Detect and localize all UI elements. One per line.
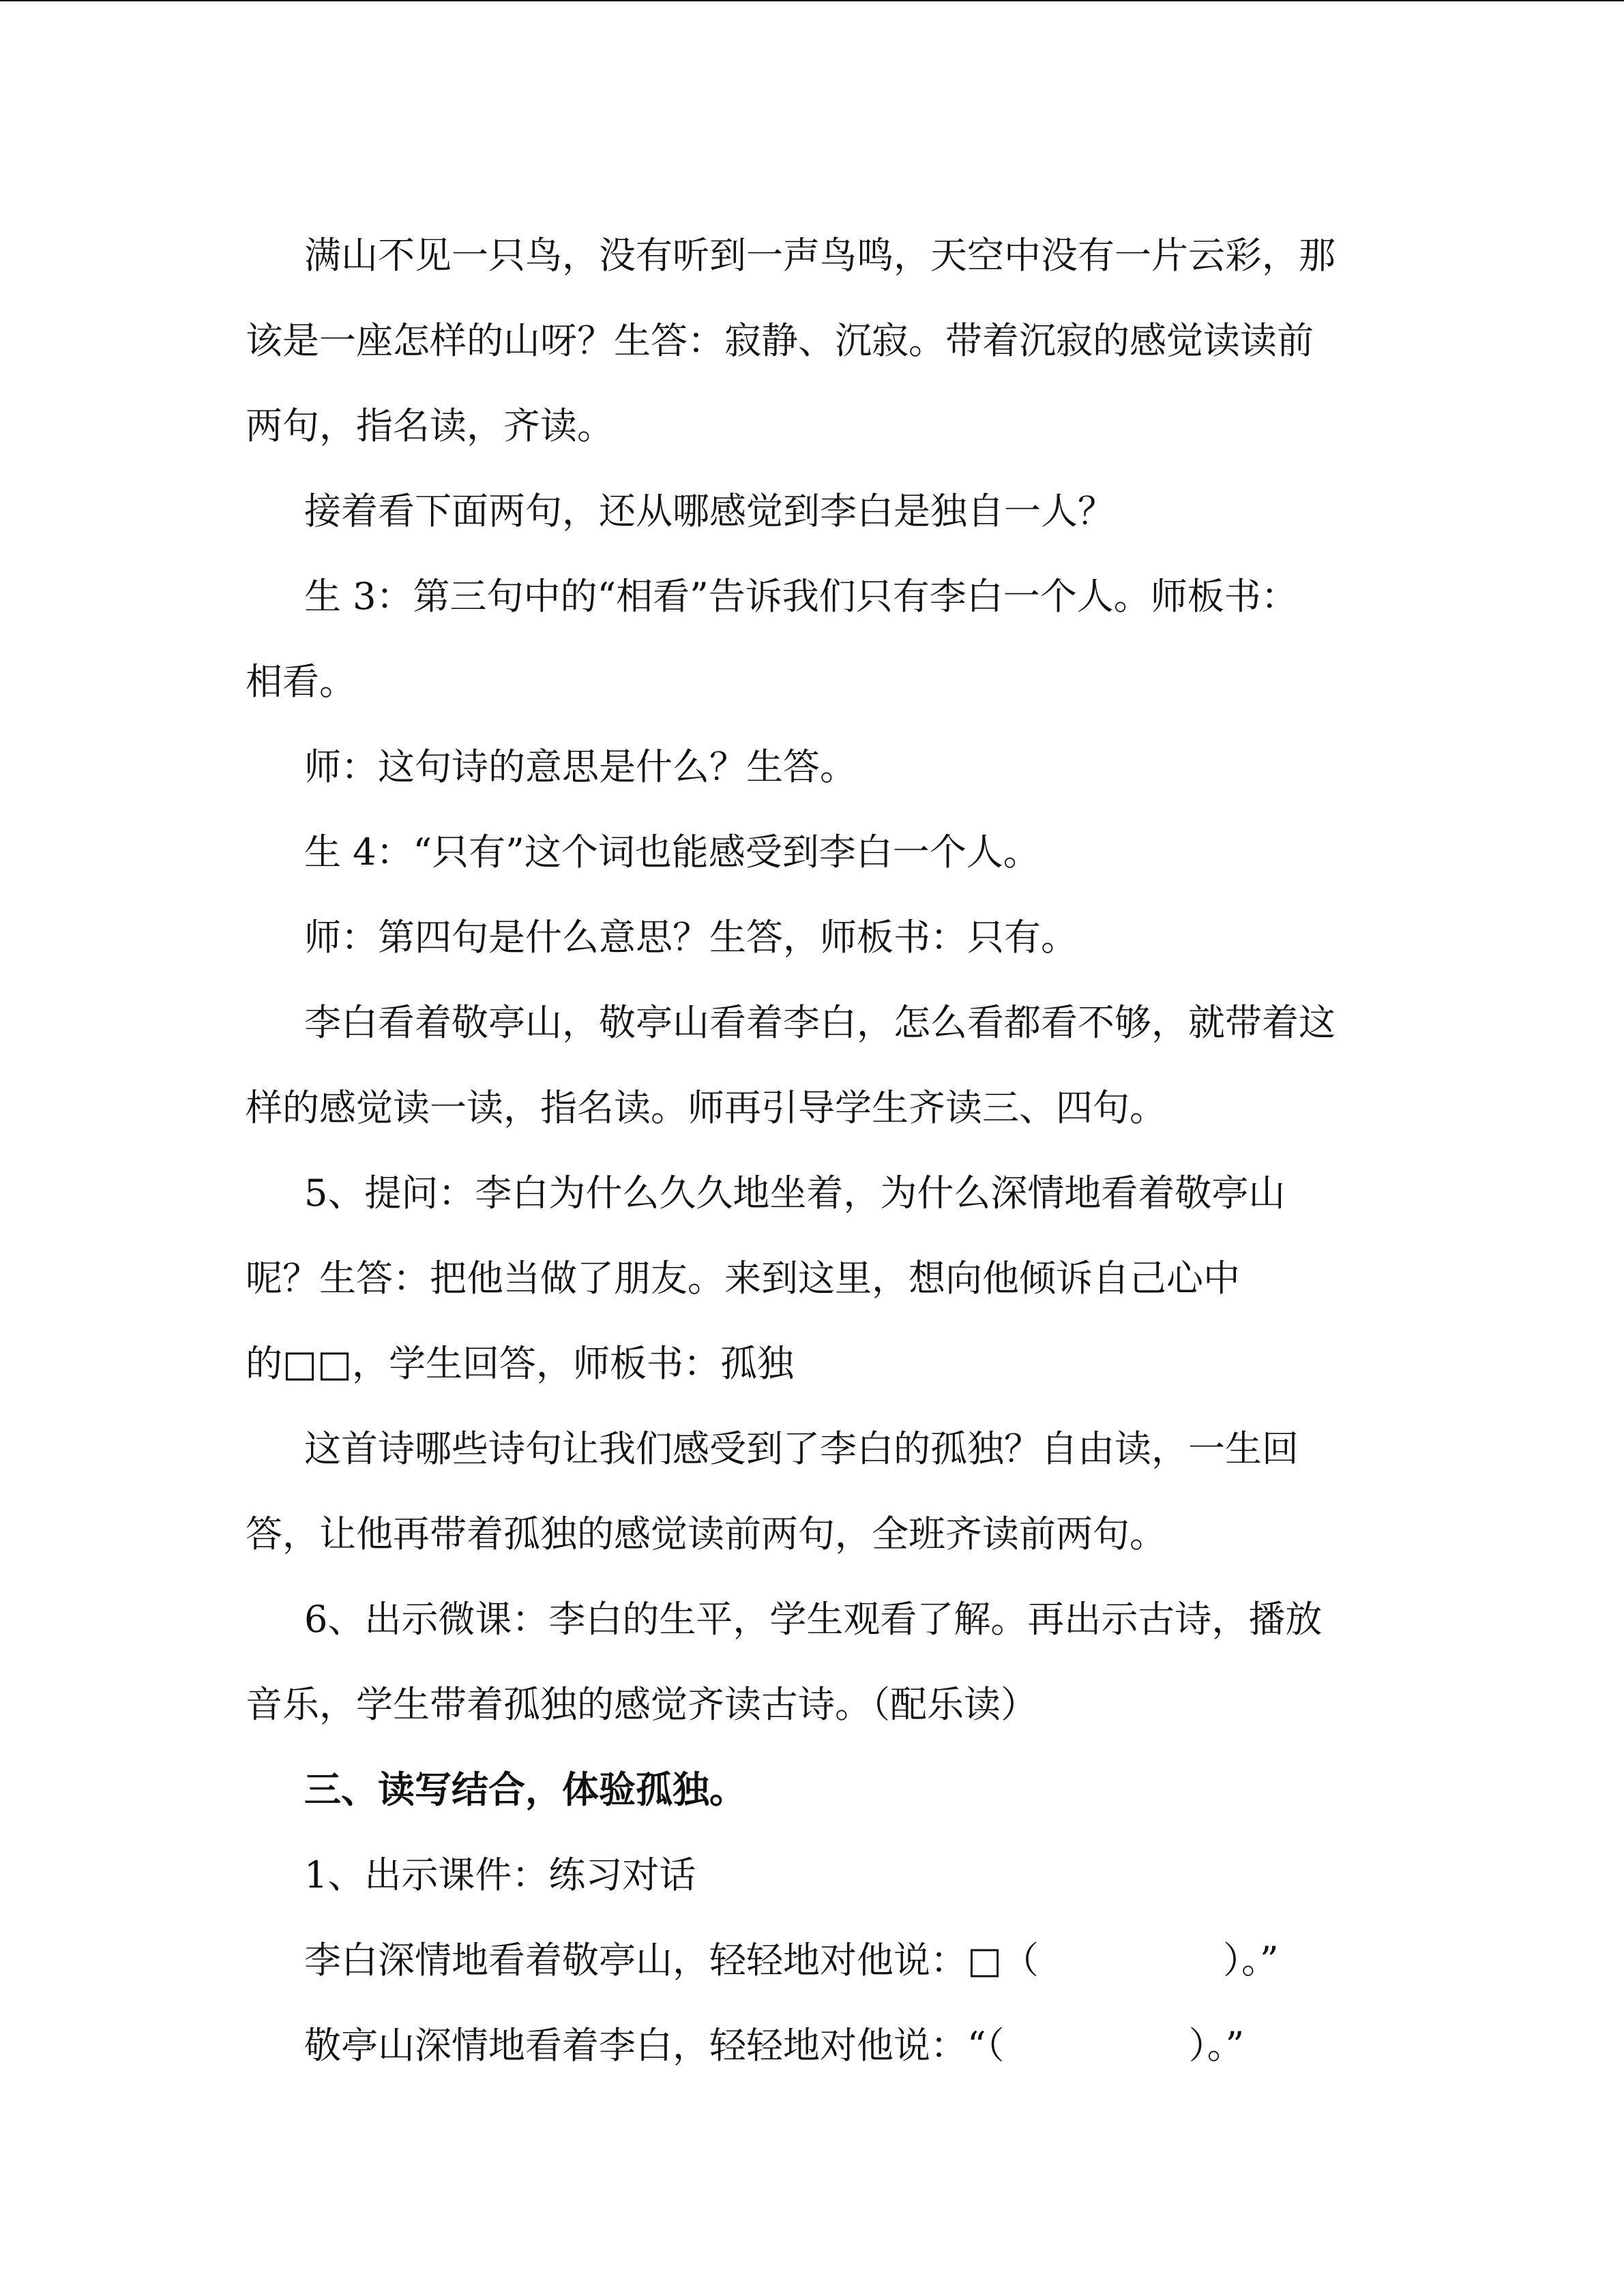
text-line: 1、出示课件：练习对话: [304, 1853, 696, 1896]
text-line: 的□□，学生回答，师板书：孤独: [246, 1342, 795, 1385]
text-line: 6、出示微课：李白的生平，学生观看了解。再出示古诗，播放: [304, 1598, 1323, 1641]
paragraph-step-1-courseware: [246, 1832, 1378, 1918]
text-line: 李白看着敬亭山，敬亭山看着李白，怎么看都看不够，就带着这: [304, 1001, 1335, 1044]
text-line: 样的感觉读一读，指名读。师再引导学生齐读三、四句。: [246, 1086, 1166, 1129]
text-line: 满山不见一只鸟，没有听到一声鸟鸣，天空中没有一片云彩，那: [304, 234, 1335, 277]
text-line: 音乐，学生带着孤独的感觉齐读古诗。（配乐读）: [246, 1683, 1037, 1726]
text-line: 三、读写结合，体验孤独。: [304, 1768, 746, 1811]
text-line: 5、提问：李白为什么久久地坐着，为什么深情地看着敬亭山: [304, 1172, 1286, 1214]
paragraph-student-4: [246, 809, 1378, 895]
paragraph-next-two-lines: [246, 468, 1378, 554]
paragraph-step-6: [246, 1577, 1378, 1747]
paragraph-teacher-question-1: [246, 724, 1378, 809]
text-line: 相看。: [246, 660, 356, 703]
text-line: 师：这句诗的意思是什么？生答。: [304, 745, 857, 788]
text-line: 敬亭山深情地看着李白，轻轻地对他说：“（ ）。”: [304, 2024, 1245, 2067]
text-line: 呢？生答：把他当做了朋友。来到这里，想向他倾诉自己心中: [246, 1257, 1240, 1300]
text-line: 生 3：第三句中的“相看”告诉我们只有李白一个人。师板书：: [304, 575, 1298, 618]
text-line: 师：第四句是什么意思？生答，师板书：只有。: [304, 916, 1078, 959]
paragraph-dialogue-jingting: [246, 2003, 1378, 2088]
text-line: 李白深情地看着敬亭山，轻轻地对他说：□（ ）。”: [304, 1939, 1279, 1982]
paragraph-dialogue-libai: [246, 1918, 1378, 2003]
paragraph-mutual-gaze: [246, 980, 1378, 1150]
text-line: 生 4：“只有”这个词也能感受到李白一个人。: [304, 831, 1040, 874]
text-line: 两句，指名读，齐读。: [246, 404, 614, 447]
document-body: [246, 213, 1378, 2088]
paragraph-step-5: [246, 1150, 1378, 1406]
paragraph-teacher-question-2: [246, 895, 1378, 980]
text-line: 这首诗哪些诗句让我们感受到了李白的孤独？自由读，一生回: [304, 1427, 1299, 1470]
text-line: 答，让他再带着孤独的感觉读前两句，全班齐读前两句。: [246, 1512, 1166, 1555]
paragraph-student-3: [246, 554, 1378, 724]
paragraph-silent-mountain: [246, 213, 1378, 468]
text-line: 接着看下面两句，还从哪感觉到李白是独自一人？: [304, 490, 1114, 533]
section-heading-3: [246, 1747, 1378, 1832]
paragraph-loneliness-lines: [246, 1406, 1378, 1577]
text-line: 该是一座怎样的山呀？生答：寂静、沉寂。带着沉寂的感觉读读前: [246, 319, 1314, 362]
